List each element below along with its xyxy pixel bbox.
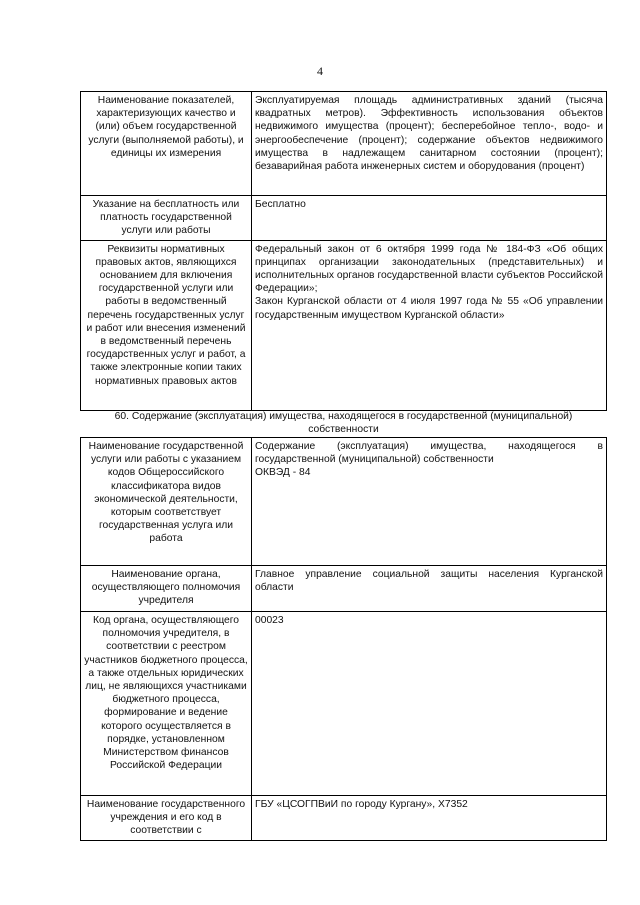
row-value: ГБУ «ЦСОГПВиИ по городу Кургану», Х7352 [252, 796, 607, 841]
row-label: Реквизиты нормативных правовых актов, являющихся основанием для включения государственной услуги или работы в ведомственный перечень государственных услуг и работ или внесения изменений в ведомственный перечень государственных услуг и работ, а также электронные копии таких нормативных правовых актов [81, 240, 252, 410]
okved-code: ОКВЭД - 84 [255, 467, 311, 479]
row-value: 00023 [252, 612, 607, 796]
legal-act-regional: Закон Курганской области от 4 июля 1997 года № 55 «Об управлении государственным имуществом Курганской области» [255, 296, 603, 321]
table-row [81, 566, 607, 612]
table-row [81, 240, 607, 410]
row-value: Бесплатно [252, 196, 607, 241]
row-value: Эксплуатируемая площадь административных зданий (тысяча квадратных метров). Эффективность использования объектов недвижимого имущества (процент); бесперебойное тепло-, водо- и энергообеспечение (процент); содержание объектов недвижимого имущества в надлежащем санитарном состоянии (процент); безаварийная работа инженерных систем и оборудования (процент) [252, 92, 607, 196]
service-details-table [80, 91, 607, 411]
row-value [252, 438, 607, 566]
legal-act-federal: Федеральный закон от 6 октября 1999 года № 184-ФЗ «Об общих принципах организации законодательных (представительных) и исполнительных органов государственной власти субъектов Российской Федерации»; [255, 243, 603, 295]
table-row [81, 196, 607, 241]
row-label: Указание на бесплатность или платность государственной услуги или работы [81, 196, 252, 241]
table-row [81, 438, 607, 566]
table-row [81, 612, 607, 796]
row-label: Наименование государственной услуги или работы с указанием кодов Общероссийского классификатора видов экономической деятельности, которым соответствует государственная услуга или работа [81, 438, 252, 566]
section-heading: 60. Содержание (эксплуатация) имущества, находящегося в государственной (муниципальной) собственности [114, 411, 573, 436]
row-label: Наименование показателей, характеризующих качество и (или) объем государственной услуги (выполняемой работы), и единицы их измерения [81, 92, 252, 196]
row-value: Главное управление социальной защиты населения Курганской области [252, 566, 607, 612]
row-label: Код органа, осуществляющего полномочия учредителя, в соответствии с реестром участников бюджетного процесса, а также отдельных юридических лиц, не являющихся участниками бюджетного процесса, формирование и ведение которого осуществляется в порядке, установленном Министерством финансов Российской Федерации [81, 612, 252, 796]
table-row [81, 796, 607, 841]
row-label: Наименование государственного учреждения и его код в соответствии с [81, 796, 252, 841]
row-value [252, 240, 607, 410]
service-60-table [80, 437, 607, 841]
page-number: 4 [317, 64, 323, 78]
row-label: Наименование органа, осуществляющего полномочия учредителя [81, 566, 252, 612]
service-name: Содержание (эксплуатация) имущества, находящегося в государственной (муниципальной) собственности [255, 441, 603, 466]
table-row [81, 92, 607, 196]
